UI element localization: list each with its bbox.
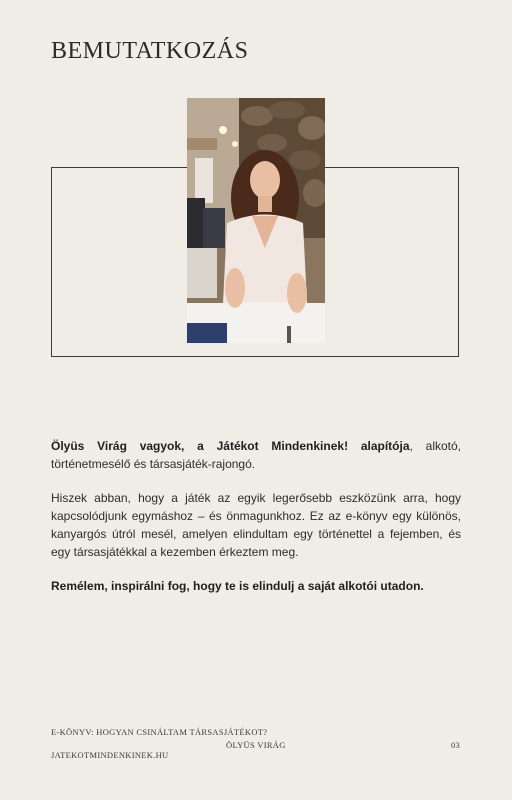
intro-paragraph <box>51 437 461 473</box>
intro-bold-lead: Ölyüs Virág vagyok, a Játékot Mindenkinek! alapítója <box>51 439 410 453</box>
intro-text-block <box>51 437 461 611</box>
footer-author: ÖLYÜS VIRÁG <box>226 740 286 750</box>
page-title: BEMUTATKOZÁS <box>51 38 249 64</box>
footer-page-number: 03 <box>451 740 461 750</box>
intro-rest: , alkotó, történetmesélő és társasjáték-rajongó. <box>51 439 461 471</box>
footer-book-title: E-KÖNYV: HOGYAN CSINÁLTAM TÁRSASJÁTÉKOT? <box>51 727 268 737</box>
portrait-photo <box>187 98 325 343</box>
closing-paragraph <box>51 577 461 595</box>
footer-website: JATEKOTMINDENKINEK.HU <box>51 750 169 760</box>
belief-paragraph: Hiszek abban, hogy a játék az egyik legerősebb eszközünk arra, hogy kapcsolódjunk egymáshoz – és önmagunkhoz. Ez az e-könyv egy különös, kanyargós útról mesél, amelyen elindultam egy történettel a fejemben, és egy társasjátékkal a kezemben érkeztem meg. <box>51 491 461 559</box>
closing-text: Remélem, inspirálni fog, hogy te is elindulj a saját alkotói utadon. <box>51 579 424 593</box>
